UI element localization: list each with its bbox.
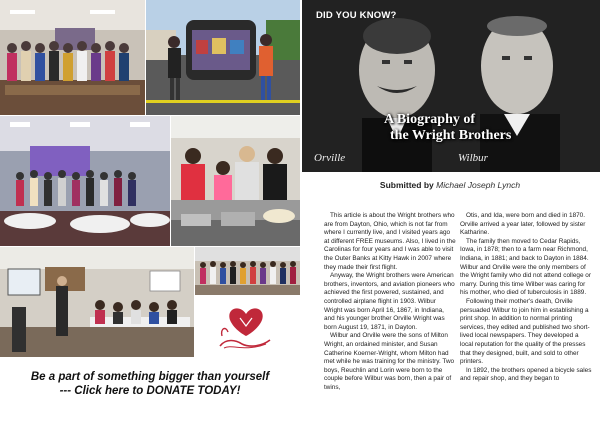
- swan-heart-logo-icon: [206, 296, 286, 356]
- title-line-2: the Wright Brothers: [390, 128, 512, 143]
- paragraph: This article is about the Wright brothers who are from Dayton, Ohio, which is not far from where I currently live, and I visited years ago at different FREE museums. Also, I lived in the Carolinas for four years and I was able to visit the Outer Banks at Kitty Hawk in 2007 where they made their first flight.: [324, 212, 456, 271]
- paragraph: In 1892, the brothers opened a bicycle sales and repair shop, and they began to: [460, 366, 592, 383]
- article-panel: [300, 0, 600, 424]
- article-title: [384, 112, 534, 144]
- paragraph: Otis, and Ida, were born and died in 1870. Orville arrived a year later, followed by sister Katharine.: [460, 212, 586, 237]
- banquet-hall-photo-icon: [0, 116, 170, 246]
- title-line-1: A Biography of: [384, 112, 476, 127]
- caption-wilbur: Wilbur: [458, 152, 488, 164]
- kicker: DID YOU KNOW?: [316, 10, 397, 21]
- caption-orville: Orville: [314, 152, 346, 164]
- paragraph: Wilbur and Orville were the sons of Milton Wright, an ordained minister, and Susan Catherine Koerner-Wright, whom Milton had met while he was training for the ministry. Two boys, Reuchlin and Lorin were born to the couple before Wilbur was born, then a pair of twins,: [324, 332, 455, 391]
- paragraph: Anyway, the Wright brothers were American brothers, inventors, and aviation pioneers who achieved the first powered, sustained, and controlled airplane flight in 1903. Wilbur Wright was born April 16, 1867, in Indiana, and his younger brother Orville Wright was born August 19, 1871, in Dayton.: [324, 272, 455, 331]
- byline-label: Submitted by: [379, 180, 434, 190]
- donate-line-1: Be a part of something bigger than yourself: [30, 371, 270, 383]
- article-column-2: [460, 212, 592, 384]
- paragraph: The family then moved to Cedar Rapids, Iowa, in 1878; then to a farm near Richmond, Indiana, in 1881; and back to Dayton in 1884. Wilbur and Orville were the only members of the Wright family who did not attend college or marry. During this time Wilber was caring for his mother, who died of tuberculosis in 1889.: [460, 237, 591, 297]
- paragraph: Following their mother's death, Orville persuaded Wilbur to join him in establishing a print shop. In addition to normal printing services, they edited and published two short-lived local newspapers. They developed a local reputation for the quality of the presses that they designed, built, and sold to other printers.: [460, 297, 590, 366]
- donate-link[interactable]: [4, 370, 296, 398]
- byline: [300, 180, 600, 190]
- classroom-photo-icon: [0, 247, 194, 357]
- article-column-1: [324, 212, 456, 392]
- hero-image: [302, 0, 600, 172]
- donate-line-2: --- Click here to DONATE TODAY!: [59, 385, 241, 397]
- event-photo-icon: [0, 0, 145, 115]
- byline-author: Michael Joseph Lynch: [436, 180, 521, 190]
- group-photo-icon: [195, 247, 300, 295]
- car-trunk-photo-icon: [146, 0, 300, 115]
- wright-brothers-portrait-icon: [302, 0, 600, 172]
- food-table-photo-icon: [171, 200, 300, 246]
